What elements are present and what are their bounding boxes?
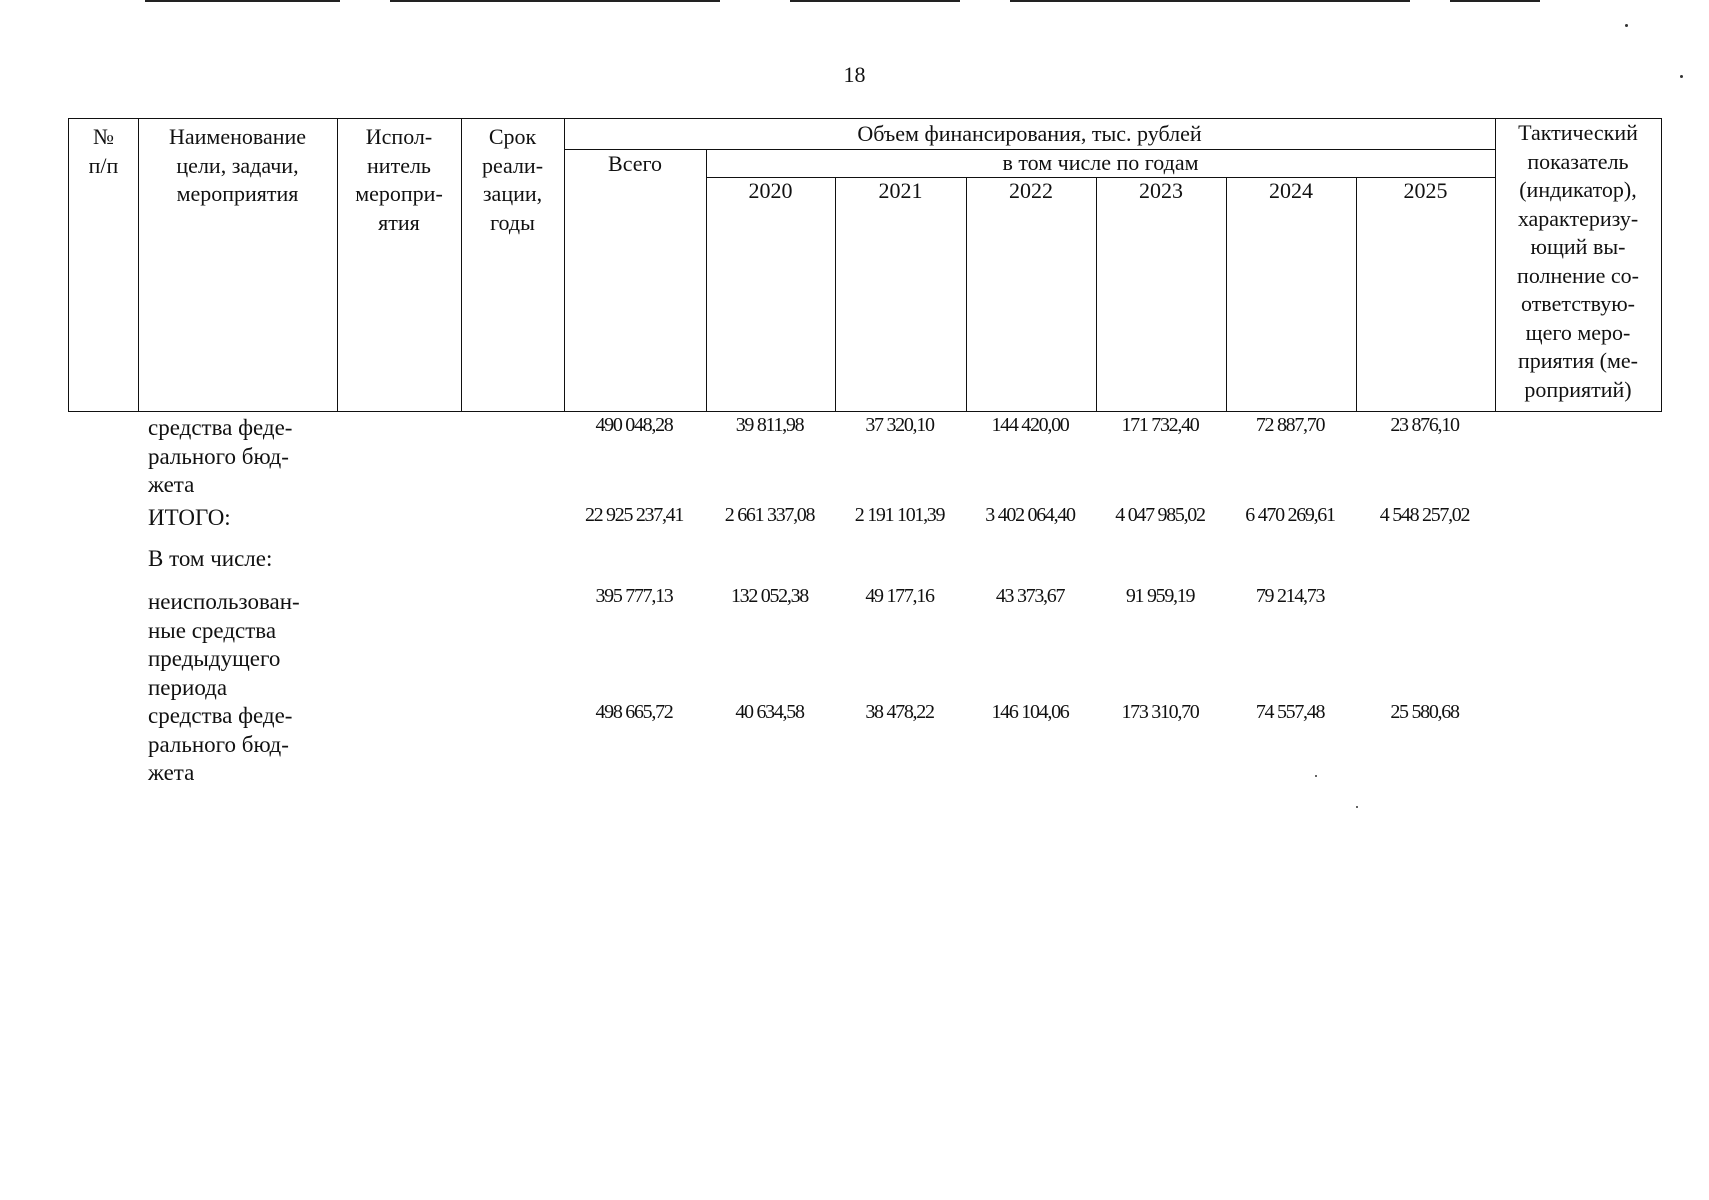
header-line: Испол-	[365, 124, 433, 149]
row-label-federal-funds	[148, 414, 292, 500]
header-financing-title: Объем финансирования, тыс. рублей	[857, 121, 1202, 146]
scan-speck	[1315, 775, 1317, 777]
header-term	[461, 123, 564, 237]
cell-2022: 144 420,00	[991, 414, 1069, 436]
header-line: полнение со-	[1517, 262, 1639, 288]
cell-2025: 25 580,68	[1390, 701, 1459, 723]
header-line: мероприятия	[176, 181, 299, 206]
cell-2024: 79 214,73	[1255, 585, 1325, 607]
cell-total: 490 048,28	[595, 414, 673, 436]
header-line: реали-	[481, 152, 544, 178]
header-line: ответствую-	[1520, 291, 1635, 316]
header-line: годы	[490, 209, 535, 235]
header-line: нитель	[367, 152, 431, 178]
col-divider	[1096, 177, 1097, 411]
col-divider	[1356, 177, 1357, 411]
cell-2025: 4 548 257,02	[1379, 504, 1470, 526]
header-indicator	[1495, 119, 1661, 404]
row-label-line: средства феде-	[148, 415, 293, 440]
cell-total: 395 777,13	[595, 585, 673, 607]
header-year-2021: 2021	[878, 178, 923, 203]
header-line: п/п	[88, 152, 119, 178]
table-header	[68, 118, 1662, 412]
header-by-years: в том числе по годам	[1002, 150, 1199, 175]
cell-2023: 4 047 985,02	[1115, 504, 1205, 526]
header-line: меропри-	[355, 181, 443, 206]
header-year-2022: 2022	[1009, 178, 1053, 203]
cell-2025: 23 876,10	[1390, 414, 1459, 436]
row-label-line: предыдущего	[148, 646, 281, 671]
header-line: (индикатор),	[1519, 177, 1637, 202]
cell-2020: 132 052,38	[730, 585, 808, 607]
cell-2023: 173 310,70	[1121, 701, 1199, 723]
cell-total: 22 925 237,41	[584, 504, 684, 526]
cell-2024: 74 557,48	[1255, 701, 1325, 723]
header-year-2023: 2023	[1139, 178, 1183, 203]
top-rule	[1450, 0, 1540, 2]
cell-2020: 2 661 337,08	[724, 504, 815, 526]
header-year-2025: 2025	[1403, 178, 1448, 203]
cell-2020: 39 811,98	[735, 414, 804, 436]
row-label-unused-funds	[148, 588, 300, 702]
col-divider	[966, 177, 967, 411]
header-line: Срок	[488, 124, 537, 149]
header-line: приятия (ме-	[1517, 348, 1638, 373]
header-year-2024: 2024	[1269, 178, 1313, 203]
row-label-line: рального бюд-	[148, 731, 289, 757]
top-rule	[1010, 0, 1410, 2]
header-line: ятия	[378, 209, 420, 235]
header-executor	[337, 123, 461, 237]
row-label-line: неиспользован-	[148, 589, 300, 614]
row-label-line: рального бюд-	[148, 443, 289, 469]
page-number: 18	[843, 62, 866, 87]
header-line: Тактический	[1518, 120, 1638, 145]
cell-2021: 49 177,16	[865, 585, 934, 607]
top-rule	[790, 0, 960, 2]
header-line: щего меро-	[1525, 319, 1631, 345]
header-number	[69, 123, 138, 180]
top-rule	[390, 0, 720, 2]
cell-2024: 72 887,70	[1255, 414, 1325, 436]
scan-speck	[1356, 806, 1358, 808]
row-label-line: ИТОГО:	[148, 505, 231, 530]
header-line: ющий вы-	[1530, 234, 1626, 259]
scan-speck	[1680, 75, 1683, 78]
header-line: показатель	[1527, 148, 1629, 174]
row-label-federal-funds	[148, 702, 292, 788]
header-line: зации,	[482, 181, 543, 206]
header-line: №	[93, 124, 114, 149]
cell-2022: 3 402 064,40	[985, 504, 1075, 526]
cell-2023: 171 732,40	[1121, 414, 1199, 436]
header-year-2020: 2020	[748, 178, 793, 203]
header-name	[138, 123, 337, 209]
cell-2021: 37 320,10	[865, 414, 934, 436]
header-line: характеризу-	[1517, 205, 1639, 231]
scan-speck	[1625, 24, 1628, 27]
row-label-line: средства феде-	[148, 703, 293, 728]
header-total: Всего	[608, 151, 662, 176]
col-divider	[1226, 177, 1227, 411]
row-label-total	[148, 504, 231, 533]
header-line: цели, задачи,	[176, 152, 299, 178]
cell-2021: 2 191 101,39	[854, 504, 945, 526]
cell-2024: 6 470 269,61	[1245, 504, 1335, 526]
row-label-line: ные средства	[148, 617, 277, 643]
row-label-line: периода	[148, 674, 228, 700]
cell-total: 498 665,72	[595, 701, 673, 723]
header-line: Наименование	[168, 124, 307, 149]
row-label-line: жета	[148, 472, 195, 497]
col-divider	[835, 177, 836, 411]
row-label-line: жета	[148, 760, 195, 785]
cell-2022: 146 104,06	[991, 701, 1069, 723]
header-line: роприятий)	[1524, 376, 1632, 402]
row-label-including	[148, 545, 272, 574]
top-rule	[145, 0, 340, 2]
cell-2021: 38 478,22	[865, 701, 934, 723]
cell-2020: 40 634,58	[735, 701, 804, 723]
cell-2023: 91 959,19	[1125, 585, 1195, 607]
cell-2022: 43 373,67	[995, 585, 1065, 607]
row-label-line: В том числе:	[148, 546, 273, 571]
